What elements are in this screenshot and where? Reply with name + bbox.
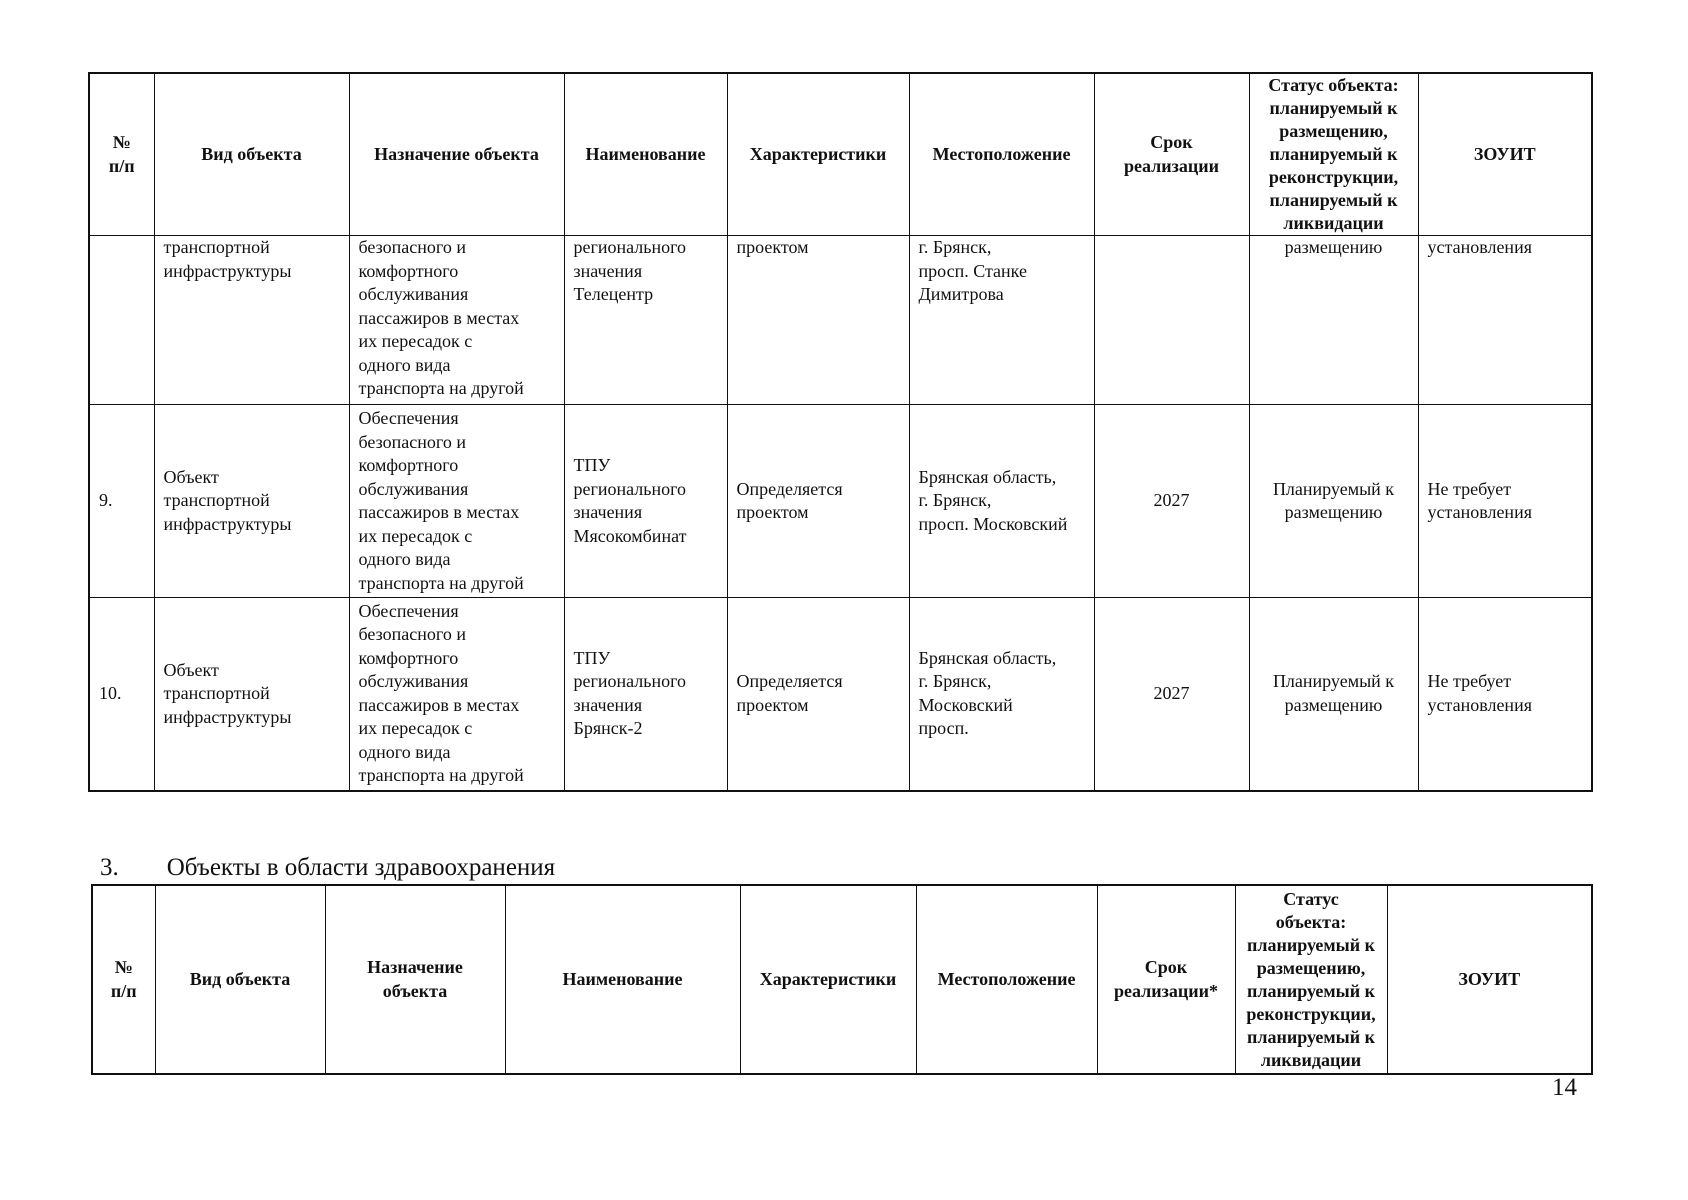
cell-name: ТПУ регионального значения Брянск-2 — [564, 598, 727, 791]
header-location: Местоположение — [909, 73, 1094, 236]
header-location: Местоположение — [916, 885, 1097, 1074]
header-term: Срок реализации — [1094, 73, 1249, 236]
cell-zouit: установления — [1418, 236, 1592, 405]
section-heading — [100, 853, 555, 883]
header-name: Наименование — [505, 885, 740, 1074]
header-characteristics: Характеристики — [727, 73, 909, 236]
cell-number: 10. — [89, 598, 154, 791]
cell-zouit: Не требует установления — [1418, 405, 1592, 598]
cell-location: Брянская область, г. Брянск, Московский просп. — [909, 598, 1094, 791]
header-characteristics: Характеристики — [740, 885, 916, 1074]
cell-status: Планируемый к размещению — [1249, 405, 1418, 598]
section-number: 3. — [100, 854, 119, 881]
cell-status: размещению — [1249, 236, 1418, 405]
cell-term — [1094, 236, 1249, 405]
header-object-type: Вид объекта — [155, 885, 325, 1074]
table-row — [89, 598, 1592, 791]
section-title: Объекты в области здравоохранения — [166, 854, 556, 881]
header-number: № п/п — [89, 73, 154, 236]
cell-object-purpose: Обеспечения безопасного и комфортного обслуживания пассажиров в местах их пересадок с одного вида транспорта на другой — [349, 405, 564, 598]
header-name: Наименование — [564, 73, 727, 236]
cell-zouit: Не требует установления — [1418, 598, 1592, 791]
cell-status: Планируемый к размещению — [1249, 598, 1418, 791]
cell-term: 2027 — [1094, 598, 1249, 791]
header-object-purpose: Назначение объекта — [349, 73, 564, 236]
table-row — [89, 405, 1592, 598]
table-row — [89, 236, 1592, 405]
cell-object-purpose: Обеспечения безопасного и комфортного обслуживания пассажиров в местах их пересадок с одного вида транспорта на другой — [349, 598, 564, 791]
header-object-purpose: Назначение объекта — [325, 885, 505, 1074]
cell-characteristics: Определяется проектом — [727, 405, 909, 598]
header-status: Статус объекта: планируемый к размещению, планируемый к реконструкции, планируемый к ликвидации — [1249, 73, 1418, 236]
cell-characteristics: проектом — [727, 236, 909, 405]
cell-term: 2027 — [1094, 405, 1249, 598]
cell-name: ТПУ регионального значения Мясокомбинат — [564, 405, 727, 598]
cell-object-type: транспортной инфраструктуры — [154, 236, 349, 405]
header-zouit: ЗОУИТ — [1418, 73, 1592, 236]
cell-object-purpose: безопасного и комфортного обслуживания пассажиров в местах их пересадок с одного вида транспорта на другой — [349, 236, 564, 405]
cell-number: 9. — [89, 405, 154, 598]
table-header-row — [89, 73, 1592, 236]
cell-location: Брянская область, г. Брянск, просп. Московский — [909, 405, 1094, 598]
objects-table-healthcare — [91, 884, 1593, 1075]
cell-object-type: Объект транспортной инфраструктуры — [154, 598, 349, 791]
cell-location: г. Брянск, просп. Станке Димитрова — [909, 236, 1094, 405]
table-header-row — [92, 885, 1592, 1074]
header-status: Статус объекта: планируемый к размещению, планируемый к реконструкции, планируемый к ликвидации — [1235, 885, 1387, 1074]
cell-characteristics: Определяется проектом — [727, 598, 909, 791]
page-number: 14 — [1552, 1074, 1577, 1101]
header-term: Срок реализации* — [1097, 885, 1235, 1074]
objects-table-transport — [88, 72, 1593, 792]
header-number: № п/п — [92, 885, 155, 1074]
cell-number — [89, 236, 154, 405]
header-zouit: ЗОУИТ — [1387, 885, 1592, 1074]
header-object-type: Вид объекта — [154, 73, 349, 236]
cell-name: регионального значения Телецентр — [564, 236, 727, 405]
cell-object-type: Объект транспортной инфраструктуры — [154, 405, 349, 598]
